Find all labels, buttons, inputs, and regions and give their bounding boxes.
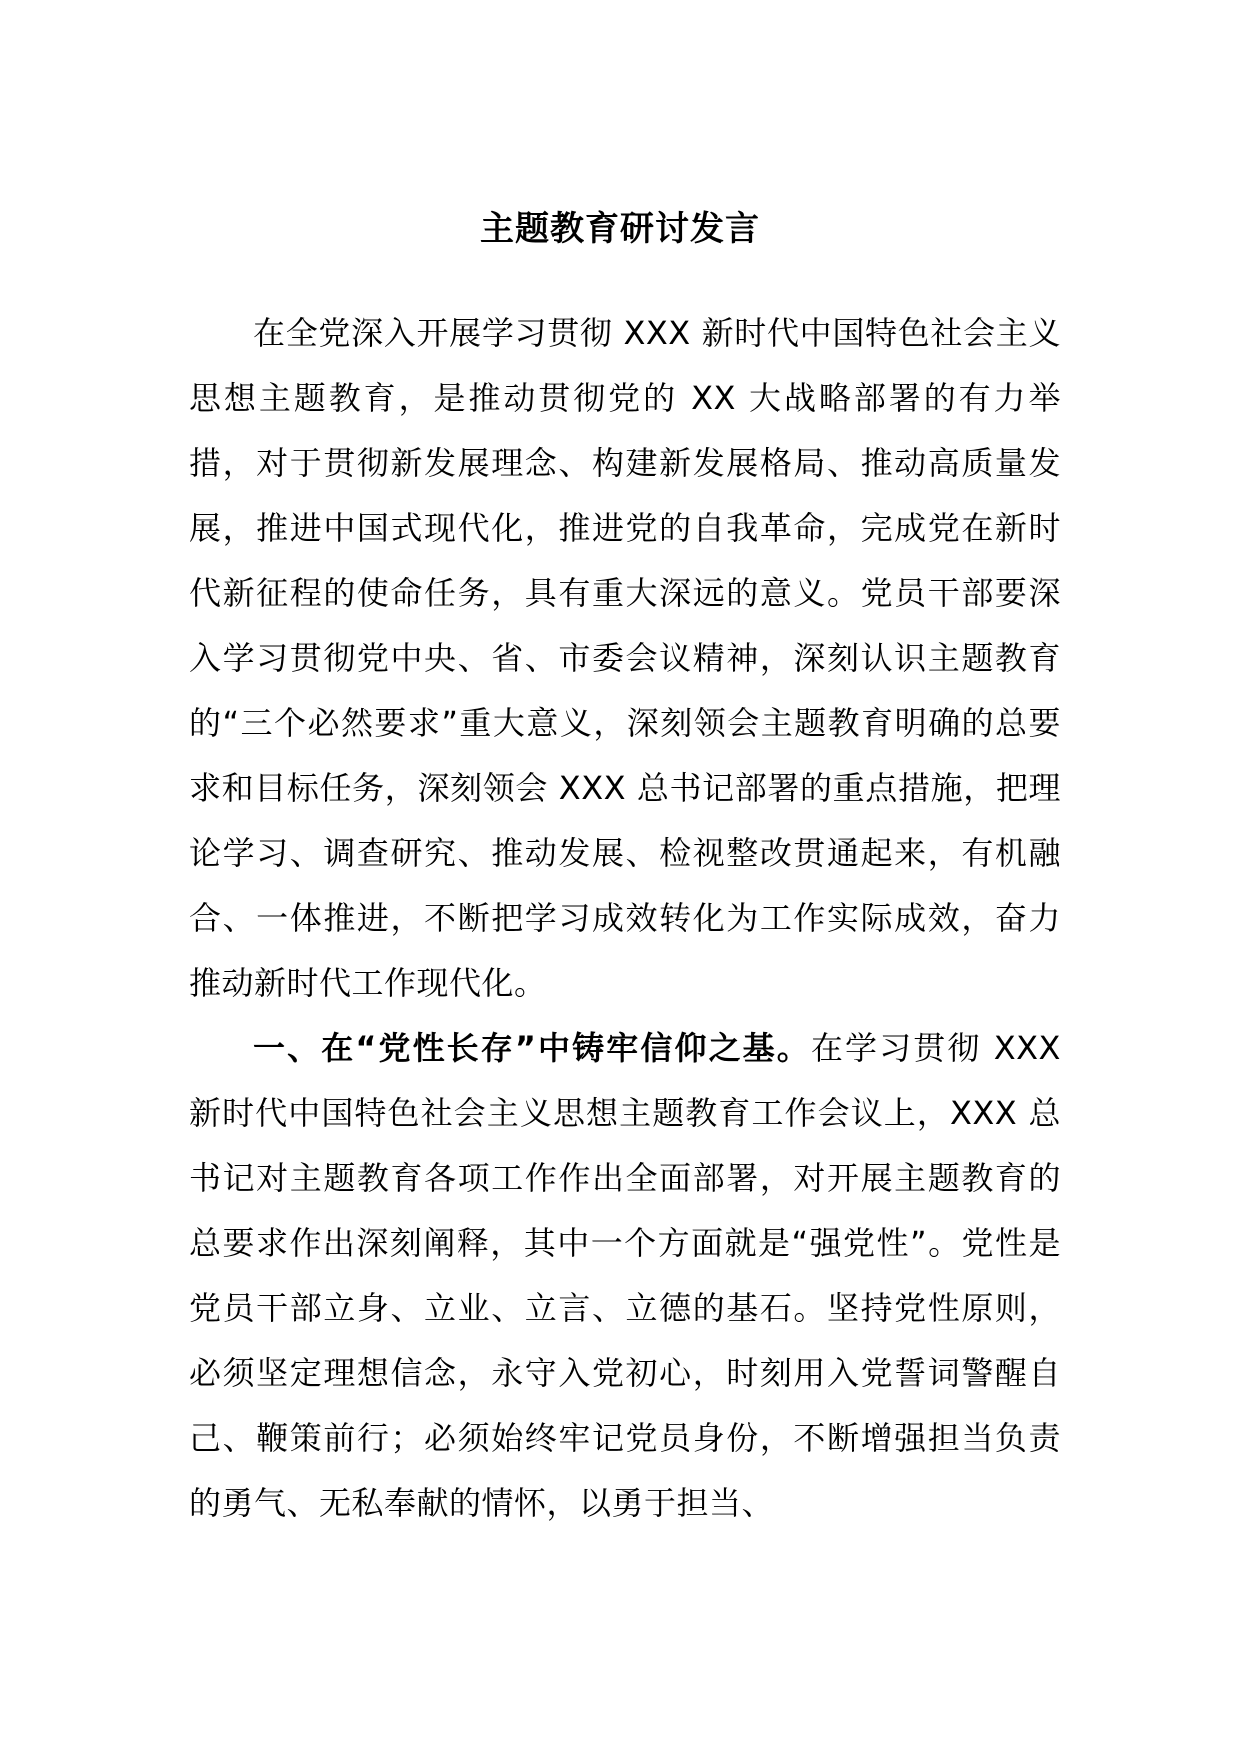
document-title: 主题教育研讨发言 xyxy=(480,209,760,249)
paragraph-intro xyxy=(189,301,1061,1016)
paragraph-text: 在全党深入开展学习贯彻 XXX 新时代中国特色社会主义思想主题教育，是推动贯彻党的 XX 大战略部署的有力举措，对于贯彻新发展理念、构建新发展格局、推动高质量发展，推进中国式现代化，推进党的自我革命，完成党在新时代新征程的使命任务，具有重大深远的意义。党员干部要深入学习贯彻党中央、省、市委会议精神，深刻认识主题教育的“三个必然要求”重大意义，深刻领会主题教育明确的总要求和目标任务，深刻领会 XXX 总书记部署的重点措施，把理论学习、调查研究、推动发展、检视整改贯通起来，有机融合、一体推进，不断把学习成效转化为工作实际成效，奋力推动新时代工作现代化。 xyxy=(189,314,1061,1002)
paragraph-section-one xyxy=(189,1016,1061,1536)
paragraph-text: 在学习贯彻 XXX 新时代中国特色社会主义思想主题教育工作会议上，XXX 总书记对主题教育各项工作作出全面部署，对开展主题教育的总要求作出深刻阐释，其中一个方面就是“强党性”。党性是党员干部立身、立业、立言、立德的基石。坚持党性原则，必须坚定理想信念，永守入党初心，时刻用入党誓词警醒自己、鞭策前行；必须始终牢记党员身份，不断增强担当负责的勇气、无私奉献的情怀，以勇于担当、 xyxy=(189,1029,1061,1522)
section-heading: 一、在“党性长存”中铸牢信仰之基。 xyxy=(253,1029,811,1067)
document-body xyxy=(189,301,1061,1536)
